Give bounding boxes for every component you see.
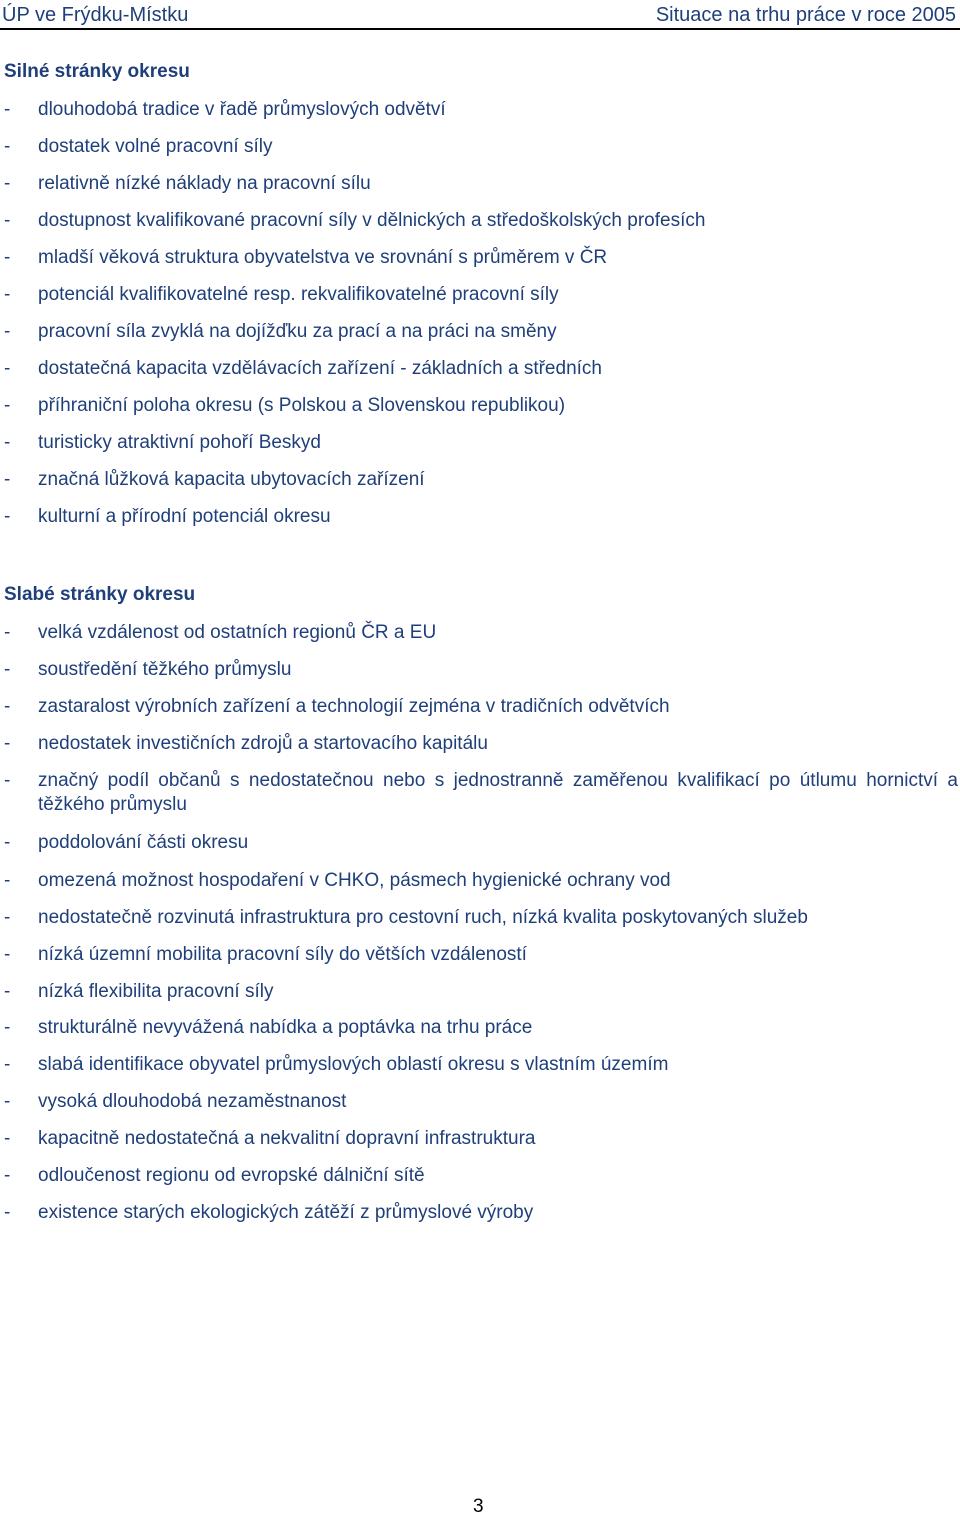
weakness-item-text: kapacitně nedostatečná a nekvalitní dopravní infrastruktura	[38, 1128, 536, 1149]
weakness-item-text: odloučenost regionu od evropské dálniční sítě	[38, 1165, 425, 1186]
strength-item-text: mladší věková struktura obyvatelstva ve srovnání s průměrem v ČR	[38, 247, 608, 268]
weakness-item-text: strukturálně nevyvážená nabídka a poptávka na trhu práce	[38, 1017, 533, 1038]
weakness-item-text: vysoká dlouhodobá nezaměstnanost	[38, 1091, 347, 1112]
weakness-item-text: omezená možnost hospodaření v CHKO, pásmech hygienické ochrany vod	[38, 870, 671, 891]
bullet-dash: -	[4, 432, 11, 453]
bullet-dash: -	[4, 358, 11, 379]
page-number: 3	[473, 1496, 484, 1517]
bullet-dash: -	[4, 870, 11, 891]
strength-item-text: pracovní síla zvyklá na dojížďku za prací a na práci na směny	[38, 321, 557, 342]
header-left-title: ÚP ve Frýdku-Místku	[2, 4, 189, 26]
bullet-dash: -	[4, 981, 11, 1002]
weakness-item-text: existence starých ekologických zátěží z průmyslové výroby	[38, 1202, 534, 1223]
weakness-item-text: značný podíl občanů s nedostatečnou nebo s jednostranně zaměřenou kvalifikací po útlumu hornictví a těžkého průmyslu	[38, 770, 958, 815]
strengths-heading: Silné stránky okresu	[4, 61, 190, 82]
header-right-title: Situace na trhu práce v roce 2005	[655, 4, 956, 26]
bullet-dash: -	[4, 1202, 11, 1223]
weakness-item-text: zastaralost výrobních zařízení a technologií zejména v tradičních odvětvích	[38, 696, 670, 717]
bullet-dash: -	[4, 1091, 11, 1112]
bullet-dash: -	[4, 1054, 11, 1075]
strength-item-text: potenciál kvalifikovatelné resp. rekvalifikovatelné pracovní síly	[38, 284, 559, 305]
bullet-dash: -	[4, 659, 11, 680]
bullet-dash: -	[4, 247, 11, 268]
strength-item-text: dostatečná kapacita vzdělávacích zařízení - základních a středních	[38, 358, 602, 379]
strength-item-text: kulturní a přírodní potenciál okresu	[38, 506, 331, 527]
bullet-dash: -	[4, 944, 11, 965]
bullet-dash: -	[4, 321, 11, 342]
weakness-item-text: poddolování části okresu	[38, 832, 249, 853]
bullet-dash: -	[4, 622, 11, 643]
bullet-dash: -	[4, 1128, 11, 1149]
strength-item-text: turisticky atraktivní pohoří Beskyd	[38, 432, 321, 453]
strength-item-text: dlouhodobá tradice v řadě průmyslových odvětví	[38, 99, 446, 120]
bullet-dash: -	[4, 733, 11, 754]
strength-item-text: příhraniční poloha okresu (s Polskou a Slovenskou republikou)	[38, 395, 566, 416]
weakness-item-text: velká vzdálenost od ostatních regionů ČR a EU	[38, 622, 437, 643]
weakness-item-text: soustředění těžkého průmyslu	[38, 659, 292, 680]
bullet-dash: -	[4, 832, 11, 853]
weakness-item-text: slabá identifikace obyvatel průmyslových oblastí okresu s vlastním územím	[38, 1054, 669, 1075]
bullet-dash: -	[4, 506, 11, 527]
weaknesses-heading: Slabé stránky okresu	[4, 584, 196, 605]
weakness-item-text: nízká flexibilita pracovní síly	[38, 981, 274, 1002]
strength-item-text: dostupnost kvalifikované pracovní síly v dělnických a středoškolských profesích	[38, 210, 706, 231]
bullet-dash: -	[4, 1017, 11, 1038]
strength-item-text: relativně nízké náklady na pracovní sílu	[38, 173, 371, 194]
bullet-dash: -	[4, 770, 11, 791]
weakness-item-text: nedostatečně rozvinutá infrastruktura pro cestovní ruch, nízká kvalita poskytovaných služeb	[38, 907, 808, 928]
bullet-dash: -	[4, 907, 11, 928]
bullet-dash: -	[4, 99, 11, 120]
weakness-item-text: nedostatek investičních zdrojů a startovacího kapitálu	[38, 733, 488, 754]
strength-item-text: dostatek volné pracovní síly	[38, 136, 273, 157]
bullet-dash: -	[4, 395, 11, 416]
bullet-dash: -	[4, 1165, 11, 1186]
weakness-item-text: nízká územní mobilita pracovní síly do větších vzdáleností	[38, 944, 527, 965]
bullet-dash: -	[4, 284, 11, 305]
bullet-dash: -	[4, 210, 11, 231]
page-header	[0, 0, 960, 30]
strength-item-text: značná lůžková kapacita ubytovacích zařízení	[38, 469, 425, 490]
bullet-dash: -	[4, 469, 11, 490]
bullet-dash: -	[4, 696, 11, 717]
bullet-dash: -	[4, 136, 11, 157]
bullet-dash: -	[4, 173, 11, 194]
